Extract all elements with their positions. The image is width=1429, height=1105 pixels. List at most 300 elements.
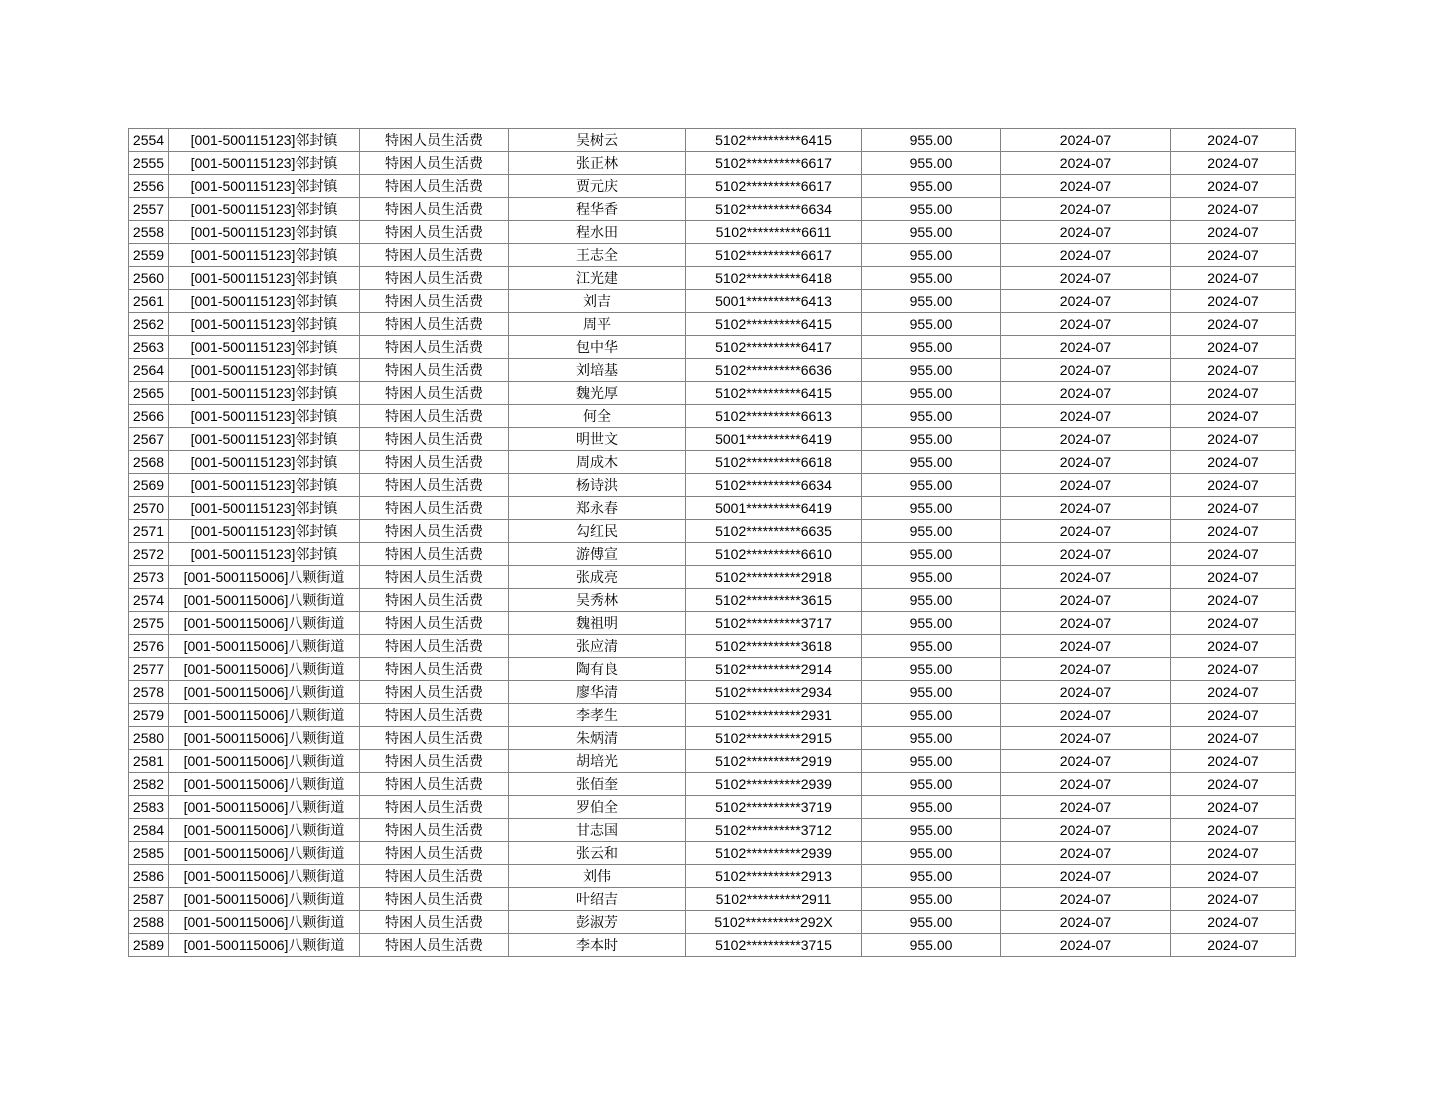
unit-cell: [001-500115123]邻封镇 [169, 129, 360, 152]
seq-cell: 2586 [129, 865, 169, 888]
name-cell: 廖华清 [509, 681, 686, 704]
month-1-cell: 2024-07 [1001, 175, 1171, 198]
month-2-cell: 2024-07 [1171, 497, 1296, 520]
seq-cell: 2554 [129, 129, 169, 152]
unit-cell: [001-500115006]八颗街道 [169, 934, 360, 957]
seq-cell: 2587 [129, 888, 169, 911]
amount-cell: 955.00 [862, 221, 1001, 244]
subsidy-item-cell: 特困人员生活费 [360, 888, 509, 911]
id-number-cell: 5102**********3715 [686, 934, 862, 957]
table-row [129, 129, 1296, 152]
table-row [129, 359, 1296, 382]
unit-cell: [001-500115123]邻封镇 [169, 474, 360, 497]
subsidy-item-cell: 特困人员生活费 [360, 566, 509, 589]
unit-cell: [001-500115006]八颗街道 [169, 865, 360, 888]
id-number-cell: 5102**********2939 [686, 773, 862, 796]
table-row [129, 658, 1296, 681]
table-row [129, 267, 1296, 290]
subsidy-item-cell: 特困人员生活费 [360, 842, 509, 865]
name-cell: 刘培基 [509, 359, 686, 382]
id-number-cell: 5102**********6611 [686, 221, 862, 244]
amount-cell: 955.00 [862, 152, 1001, 175]
unit-cell: [001-500115006]八颗街道 [169, 750, 360, 773]
subsidy-item-cell: 特困人员生活费 [360, 474, 509, 497]
table-row [129, 313, 1296, 336]
subsidy-item-cell: 特困人员生活费 [360, 727, 509, 750]
amount-cell: 955.00 [862, 888, 1001, 911]
seq-cell: 2575 [129, 612, 169, 635]
id-number-cell: 5102**********6417 [686, 336, 862, 359]
month-1-cell: 2024-07 [1001, 842, 1171, 865]
seq-cell: 2567 [129, 428, 169, 451]
table-row [129, 727, 1296, 750]
month-2-cell: 2024-07 [1171, 129, 1296, 152]
name-cell: 程水田 [509, 221, 686, 244]
name-cell: 李孝生 [509, 704, 686, 727]
month-1-cell: 2024-07 [1001, 474, 1171, 497]
name-cell: 贾元庆 [509, 175, 686, 198]
month-2-cell: 2024-07 [1171, 221, 1296, 244]
subsidy-item-cell: 特困人员生活费 [360, 750, 509, 773]
amount-cell: 955.00 [862, 520, 1001, 543]
amount-cell: 955.00 [862, 405, 1001, 428]
unit-cell: [001-500115006]八颗街道 [169, 773, 360, 796]
amount-cell: 955.00 [862, 497, 1001, 520]
id-number-cell: 5102**********6613 [686, 405, 862, 428]
amount-cell: 955.00 [862, 727, 1001, 750]
seq-cell: 2588 [129, 911, 169, 934]
subsidy-item-cell: 特困人员生活费 [360, 934, 509, 957]
month-1-cell: 2024-07 [1001, 888, 1171, 911]
seq-cell: 2569 [129, 474, 169, 497]
amount-cell: 955.00 [862, 819, 1001, 842]
month-2-cell: 2024-07 [1171, 175, 1296, 198]
table-row [129, 244, 1296, 267]
month-1-cell: 2024-07 [1001, 911, 1171, 934]
name-cell: 张应清 [509, 635, 686, 658]
seq-cell: 2570 [129, 497, 169, 520]
subsidy-item-cell: 特困人员生活费 [360, 658, 509, 681]
table-row [129, 336, 1296, 359]
month-2-cell: 2024-07 [1171, 474, 1296, 497]
name-cell: 张成亮 [509, 566, 686, 589]
unit-cell: [001-500115123]邻封镇 [169, 221, 360, 244]
amount-cell: 955.00 [862, 382, 1001, 405]
month-1-cell: 2024-07 [1001, 198, 1171, 221]
month-1-cell: 2024-07 [1001, 773, 1171, 796]
subsidy-item-cell: 特困人员生活费 [360, 704, 509, 727]
month-1-cell: 2024-07 [1001, 819, 1171, 842]
id-number-cell: 5102**********6618 [686, 451, 862, 474]
subsidy-item-cell: 特困人员生活费 [360, 796, 509, 819]
seq-cell: 2582 [129, 773, 169, 796]
table-row [129, 635, 1296, 658]
month-1-cell: 2024-07 [1001, 934, 1171, 957]
month-1-cell: 2024-07 [1001, 244, 1171, 267]
month-1-cell: 2024-07 [1001, 796, 1171, 819]
name-cell: 勾红民 [509, 520, 686, 543]
month-2-cell: 2024-07 [1171, 405, 1296, 428]
id-number-cell: 5102**********6415 [686, 129, 862, 152]
subsidy-item-cell: 特困人员生活费 [360, 221, 509, 244]
table-row [129, 175, 1296, 198]
month-1-cell: 2024-07 [1001, 405, 1171, 428]
name-cell: 吴树云 [509, 129, 686, 152]
month-2-cell: 2024-07 [1171, 773, 1296, 796]
payment-table-body [129, 129, 1296, 957]
subsidy-item-cell: 特困人员生活费 [360, 152, 509, 175]
table-row [129, 819, 1296, 842]
amount-cell: 955.00 [862, 175, 1001, 198]
table-row [129, 290, 1296, 313]
table-row [129, 589, 1296, 612]
id-number-cell: 5102**********3618 [686, 635, 862, 658]
name-cell: 甘志国 [509, 819, 686, 842]
name-cell: 张云和 [509, 842, 686, 865]
subsidy-item-cell: 特困人员生活费 [360, 451, 509, 474]
subsidy-item-cell: 特困人员生活费 [360, 681, 509, 704]
month-2-cell: 2024-07 [1171, 865, 1296, 888]
subsidy-item-cell: 特困人员生活费 [360, 612, 509, 635]
seq-cell: 2589 [129, 934, 169, 957]
month-1-cell: 2024-07 [1001, 290, 1171, 313]
subsidy-item-cell: 特困人员生活费 [360, 359, 509, 382]
amount-cell: 955.00 [862, 474, 1001, 497]
amount-cell: 955.00 [862, 704, 1001, 727]
month-2-cell: 2024-07 [1171, 727, 1296, 750]
subsidy-item-cell: 特困人员生活费 [360, 129, 509, 152]
name-cell: 包中华 [509, 336, 686, 359]
amount-cell: 955.00 [862, 428, 1001, 451]
table-row [129, 704, 1296, 727]
table-row [129, 428, 1296, 451]
seq-cell: 2562 [129, 313, 169, 336]
name-cell: 陶有良 [509, 658, 686, 681]
id-number-cell: 5102**********6617 [686, 175, 862, 198]
seq-cell: 2573 [129, 566, 169, 589]
id-number-cell: 5102**********6617 [686, 152, 862, 175]
month-2-cell: 2024-07 [1171, 198, 1296, 221]
id-number-cell: 5102**********6610 [686, 543, 862, 566]
month-2-cell: 2024-07 [1171, 658, 1296, 681]
id-number-cell: 5001**********6413 [686, 290, 862, 313]
seq-cell: 2557 [129, 198, 169, 221]
unit-cell: [001-500115123]邻封镇 [169, 313, 360, 336]
seq-cell: 2579 [129, 704, 169, 727]
month-1-cell: 2024-07 [1001, 543, 1171, 566]
id-number-cell: 5102**********2915 [686, 727, 862, 750]
table-row [129, 451, 1296, 474]
name-cell: 何全 [509, 405, 686, 428]
amount-cell: 955.00 [862, 198, 1001, 221]
seq-cell: 2578 [129, 681, 169, 704]
month-1-cell: 2024-07 [1001, 566, 1171, 589]
subsidy-item-cell: 特困人员生活费 [360, 244, 509, 267]
month-1-cell: 2024-07 [1001, 267, 1171, 290]
seq-cell: 2564 [129, 359, 169, 382]
month-1-cell: 2024-07 [1001, 451, 1171, 474]
month-1-cell: 2024-07 [1001, 612, 1171, 635]
seq-cell: 2571 [129, 520, 169, 543]
month-2-cell: 2024-07 [1171, 428, 1296, 451]
seq-cell: 2558 [129, 221, 169, 244]
amount-cell: 955.00 [862, 566, 1001, 589]
id-number-cell: 5102**********2914 [686, 658, 862, 681]
month-2-cell: 2024-07 [1171, 888, 1296, 911]
name-cell: 吴秀林 [509, 589, 686, 612]
amount-cell: 955.00 [862, 290, 1001, 313]
table-row [129, 612, 1296, 635]
table-row [129, 382, 1296, 405]
subsidy-item-cell: 特困人员生活费 [360, 819, 509, 842]
subsidy-item-cell: 特困人员生活费 [360, 405, 509, 428]
subsidy-item-cell: 特困人员生活费 [360, 589, 509, 612]
id-number-cell: 5102**********6415 [686, 313, 862, 336]
table-row [129, 888, 1296, 911]
id-number-cell: 5102**********2919 [686, 750, 862, 773]
name-cell: 周成木 [509, 451, 686, 474]
month-1-cell: 2024-07 [1001, 681, 1171, 704]
month-1-cell: 2024-07 [1001, 865, 1171, 888]
unit-cell: [001-500115123]邻封镇 [169, 405, 360, 428]
table-row [129, 198, 1296, 221]
name-cell: 张正林 [509, 152, 686, 175]
subsidy-item-cell: 特困人员生活费 [360, 382, 509, 405]
id-number-cell: 5102**********6636 [686, 359, 862, 382]
month-1-cell: 2024-07 [1001, 704, 1171, 727]
id-number-cell: 5102**********3712 [686, 819, 862, 842]
table-row [129, 773, 1296, 796]
month-1-cell: 2024-07 [1001, 727, 1171, 750]
seq-cell: 2556 [129, 175, 169, 198]
month-1-cell: 2024-07 [1001, 750, 1171, 773]
seq-cell: 2559 [129, 244, 169, 267]
month-2-cell: 2024-07 [1171, 566, 1296, 589]
name-cell: 罗伯全 [509, 796, 686, 819]
month-2-cell: 2024-07 [1171, 819, 1296, 842]
subsidy-item-cell: 特困人员生活费 [360, 911, 509, 934]
name-cell: 游傅宣 [509, 543, 686, 566]
amount-cell: 955.00 [862, 589, 1001, 612]
unit-cell: [001-500115006]八颗街道 [169, 819, 360, 842]
table-row [129, 865, 1296, 888]
seq-cell: 2555 [129, 152, 169, 175]
month-2-cell: 2024-07 [1171, 750, 1296, 773]
id-number-cell: 5102**********6634 [686, 198, 862, 221]
month-2-cell: 2024-07 [1171, 520, 1296, 543]
id-number-cell: 5102**********3717 [686, 612, 862, 635]
month-1-cell: 2024-07 [1001, 382, 1171, 405]
subsidy-item-cell: 特困人员生活费 [360, 267, 509, 290]
subsidy-item-cell: 特困人员生活费 [360, 336, 509, 359]
month-1-cell: 2024-07 [1001, 428, 1171, 451]
unit-cell: [001-500115123]邻封镇 [169, 244, 360, 267]
amount-cell: 955.00 [862, 865, 1001, 888]
month-2-cell: 2024-07 [1171, 313, 1296, 336]
id-number-cell: 5102**********3719 [686, 796, 862, 819]
seq-cell: 2585 [129, 842, 169, 865]
month-1-cell: 2024-07 [1001, 520, 1171, 543]
unit-cell: [001-500115006]八颗街道 [169, 842, 360, 865]
name-cell: 明世文 [509, 428, 686, 451]
month-2-cell: 2024-07 [1171, 796, 1296, 819]
unit-cell: [001-500115006]八颗街道 [169, 566, 360, 589]
name-cell: 刘吉 [509, 290, 686, 313]
payment-table [128, 128, 1296, 957]
id-number-cell: 5102**********2931 [686, 704, 862, 727]
amount-cell: 955.00 [862, 934, 1001, 957]
name-cell: 张佰奎 [509, 773, 686, 796]
amount-cell: 955.00 [862, 543, 1001, 566]
amount-cell: 955.00 [862, 612, 1001, 635]
month-1-cell: 2024-07 [1001, 221, 1171, 244]
id-number-cell: 5102**********6634 [686, 474, 862, 497]
id-number-cell: 5102**********3615 [686, 589, 862, 612]
month-2-cell: 2024-07 [1171, 359, 1296, 382]
table-row [129, 520, 1296, 543]
id-number-cell: 5102**********2918 [686, 566, 862, 589]
seq-cell: 2577 [129, 658, 169, 681]
amount-cell: 955.00 [862, 267, 1001, 290]
table-row [129, 842, 1296, 865]
month-1-cell: 2024-07 [1001, 589, 1171, 612]
unit-cell: [001-500115123]邻封镇 [169, 543, 360, 566]
unit-cell: [001-500115123]邻封镇 [169, 267, 360, 290]
unit-cell: [001-500115123]邻封镇 [169, 382, 360, 405]
subsidy-item-cell: 特困人员生活费 [360, 865, 509, 888]
unit-cell: [001-500115123]邻封镇 [169, 175, 360, 198]
name-cell: 刘伟 [509, 865, 686, 888]
table-row [129, 474, 1296, 497]
id-number-cell: 5102**********2939 [686, 842, 862, 865]
id-number-cell: 5001**********6419 [686, 428, 862, 451]
unit-cell: [001-500115123]邻封镇 [169, 198, 360, 221]
amount-cell: 955.00 [862, 359, 1001, 382]
month-1-cell: 2024-07 [1001, 313, 1171, 336]
month-2-cell: 2024-07 [1171, 336, 1296, 359]
subsidy-item-cell: 特困人员生活费 [360, 290, 509, 313]
id-number-cell: 5001**********6419 [686, 497, 862, 520]
seq-cell: 2560 [129, 267, 169, 290]
name-cell: 李本时 [509, 934, 686, 957]
subsidy-item-cell: 特困人员生活费 [360, 313, 509, 336]
amount-cell: 955.00 [862, 244, 1001, 267]
unit-cell: [001-500115006]八颗街道 [169, 911, 360, 934]
month-2-cell: 2024-07 [1171, 543, 1296, 566]
unit-cell: [001-500115123]邻封镇 [169, 336, 360, 359]
amount-cell: 955.00 [862, 313, 1001, 336]
name-cell: 周平 [509, 313, 686, 336]
month-1-cell: 2024-07 [1001, 658, 1171, 681]
month-2-cell: 2024-07 [1171, 681, 1296, 704]
month-2-cell: 2024-07 [1171, 451, 1296, 474]
unit-cell: [001-500115123]邻封镇 [169, 520, 360, 543]
table-row [129, 934, 1296, 957]
month-1-cell: 2024-07 [1001, 635, 1171, 658]
id-number-cell: 5102**********2913 [686, 865, 862, 888]
seq-cell: 2574 [129, 589, 169, 612]
month-2-cell: 2024-07 [1171, 589, 1296, 612]
name-cell: 胡培光 [509, 750, 686, 773]
seq-cell: 2580 [129, 727, 169, 750]
table-row [129, 796, 1296, 819]
amount-cell: 955.00 [862, 750, 1001, 773]
table-row [129, 911, 1296, 934]
month-1-cell: 2024-07 [1001, 497, 1171, 520]
seq-cell: 2568 [129, 451, 169, 474]
unit-cell: [001-500115006]八颗街道 [169, 727, 360, 750]
month-1-cell: 2024-07 [1001, 152, 1171, 175]
month-2-cell: 2024-07 [1171, 152, 1296, 175]
id-number-cell: 5102**********6418 [686, 267, 862, 290]
name-cell: 朱炳清 [509, 727, 686, 750]
amount-cell: 955.00 [862, 773, 1001, 796]
name-cell: 程华香 [509, 198, 686, 221]
table-row [129, 405, 1296, 428]
month-1-cell: 2024-07 [1001, 129, 1171, 152]
month-2-cell: 2024-07 [1171, 704, 1296, 727]
subsidy-item-cell: 特困人员生活费 [360, 635, 509, 658]
id-number-cell: 5102**********6617 [686, 244, 862, 267]
seq-cell: 2583 [129, 796, 169, 819]
seq-cell: 2565 [129, 382, 169, 405]
unit-cell: [001-500115006]八颗街道 [169, 796, 360, 819]
seq-cell: 2563 [129, 336, 169, 359]
amount-cell: 955.00 [862, 796, 1001, 819]
month-2-cell: 2024-07 [1171, 267, 1296, 290]
amount-cell: 955.00 [862, 635, 1001, 658]
name-cell: 叶绍吉 [509, 888, 686, 911]
id-number-cell: 5102**********2911 [686, 888, 862, 911]
month-2-cell: 2024-07 [1171, 842, 1296, 865]
subsidy-item-cell: 特困人员生活费 [360, 497, 509, 520]
amount-cell: 955.00 [862, 842, 1001, 865]
subsidy-item-cell: 特困人员生活费 [360, 543, 509, 566]
unit-cell: [001-500115123]邻封镇 [169, 497, 360, 520]
month-2-cell: 2024-07 [1171, 290, 1296, 313]
seq-cell: 2561 [129, 290, 169, 313]
unit-cell: [001-500115123]邻封镇 [169, 152, 360, 175]
name-cell: 魏祖明 [509, 612, 686, 635]
unit-cell: [001-500115123]邻封镇 [169, 359, 360, 382]
month-1-cell: 2024-07 [1001, 336, 1171, 359]
subsidy-item-cell: 特困人员生活费 [360, 520, 509, 543]
unit-cell: [001-500115006]八颗街道 [169, 888, 360, 911]
unit-cell: [001-500115006]八颗街道 [169, 589, 360, 612]
name-cell: 杨诗洪 [509, 474, 686, 497]
month-1-cell: 2024-07 [1001, 359, 1171, 382]
month-2-cell: 2024-07 [1171, 635, 1296, 658]
amount-cell: 955.00 [862, 129, 1001, 152]
seq-cell: 2576 [129, 635, 169, 658]
id-number-cell: 5102**********292X [686, 911, 862, 934]
id-number-cell: 5102**********6635 [686, 520, 862, 543]
table-row [129, 543, 1296, 566]
amount-cell: 955.00 [862, 911, 1001, 934]
unit-cell: [001-500115006]八颗街道 [169, 612, 360, 635]
seq-cell: 2572 [129, 543, 169, 566]
table-row [129, 750, 1296, 773]
name-cell: 郑永春 [509, 497, 686, 520]
amount-cell: 955.00 [862, 658, 1001, 681]
table-row [129, 497, 1296, 520]
amount-cell: 955.00 [862, 451, 1001, 474]
month-2-cell: 2024-07 [1171, 911, 1296, 934]
seq-cell: 2581 [129, 750, 169, 773]
month-2-cell: 2024-07 [1171, 612, 1296, 635]
unit-cell: [001-500115006]八颗街道 [169, 635, 360, 658]
subsidy-item-cell: 特困人员生活费 [360, 773, 509, 796]
